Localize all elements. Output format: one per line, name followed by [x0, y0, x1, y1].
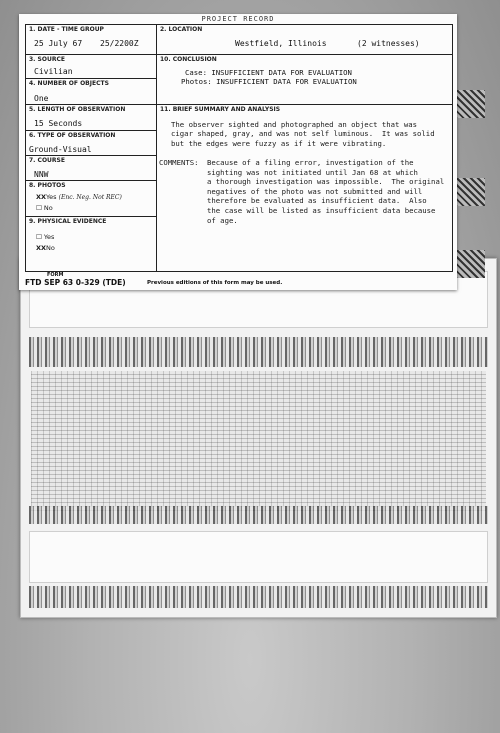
number-of-objects-label: 4. NUMBER OF OBJECTS [29, 80, 109, 87]
project-record-card [19, 14, 457, 290]
summary-cell [157, 105, 452, 271]
film-edge-strip [29, 337, 488, 367]
physical-evidence-no-checkbox [36, 244, 55, 252]
course-label: 7. COURSE [29, 157, 65, 164]
checkbox-empty-icon: ☐ [36, 233, 42, 241]
physical-evidence-cell [26, 217, 156, 271]
source-value: Civilian [34, 67, 73, 76]
physical-evidence-no-mark: XX [36, 244, 47, 252]
previous-editions-note: Previous editions of this form may be used. [147, 280, 283, 286]
form-id: FTD SEP 63 0-329 (TDE) [25, 278, 126, 287]
film-edge-strip [29, 586, 488, 608]
course-value: NNW [34, 170, 49, 179]
location-value: Westfield, Illinois [235, 39, 327, 48]
type-of-observation-label: 6. TYPE OF OBSERVATION [29, 132, 116, 139]
location-cell [157, 25, 452, 55]
summary-label: 11. BRIEF SUMMARY AND ANALYSIS [160, 106, 281, 113]
blank-panel-bottom [29, 531, 488, 583]
form-footer [25, 272, 451, 290]
type-of-observation-cell [26, 131, 156, 156]
photos-handwritten-note: (Enc. Neg. Not REC) [58, 194, 122, 201]
form-word: FORM [47, 272, 64, 278]
photos-no-checkbox [36, 204, 53, 212]
length-of-observation-cell [26, 105, 156, 131]
checkbox-empty-icon: ☐ [36, 204, 42, 212]
physical-evidence-yes-label: Yes [43, 233, 55, 241]
photos-label: 8. PHOTOS [29, 182, 66, 189]
card-header: PROJECT RECORD [201, 15, 275, 23]
photos-yes-checkbox [36, 193, 122, 201]
conclusion-case-line: Case: INSUFFICIENT DATA FOR EVALUATION [185, 68, 352, 77]
film-edge-fragment [455, 90, 485, 118]
time-value: 25/2200Z [100, 39, 139, 48]
conclusion-label: 10. CONCLUSION [160, 56, 217, 63]
conclusion-cell [157, 55, 452, 105]
left-column [26, 25, 157, 271]
date-time-group-cell [26, 25, 156, 55]
number-of-objects-value: One [34, 94, 49, 103]
length-of-observation-value: 15 Seconds [34, 119, 83, 128]
source-label: 3. SOURCE [29, 56, 65, 63]
film-edge-strip [29, 506, 488, 524]
date-value: 25 July 67 [34, 39, 83, 48]
photo-negative-strip-card [20, 258, 497, 618]
comments-text: Because of a filing error, investigation of the sighting was not initiated until Jan 68 at which a thorough investigation was impossible. The original negatives of the photo was not submitted and will therefore be evaluated as insufficient data. Also the case will be listed as insufficient data because of age. [207, 158, 445, 225]
film-edge-fragment [455, 250, 485, 278]
film-edge-fragment [455, 178, 485, 206]
type-of-observation-value: Ground-Visual [29, 145, 92, 154]
conclusion-photos-line: Photos: INSUFFICIENT DATA FOR EVALUATION [181, 77, 357, 86]
record-grid [25, 24, 453, 272]
right-column [157, 25, 452, 271]
source-cell [26, 55, 156, 79]
photos-no-label: No [43, 204, 53, 212]
length-of-observation-label: 5. LENGTH OF OBSERVATION [29, 106, 126, 113]
date-time-group-label: 1. DATE - TIME GROUP [29, 26, 104, 33]
physical-evidence-no-label: No [46, 244, 55, 252]
physical-evidence-label: 9. PHYSICAL EVIDENCE [29, 218, 107, 225]
course-cell [26, 156, 156, 181]
location-label: 2. LOCATION [160, 26, 203, 33]
summary-text: The observer sighted and photographed an object that was cigar shaped, gray, and was not self luminous. It was solid but the edges were fuzzy as if it were vibrating. [171, 120, 435, 148]
photos-yes-mark: XX [36, 193, 47, 201]
photos-cell [26, 181, 156, 217]
witnesses-value: (2 witnesses) [357, 39, 420, 48]
number-of-objects-cell [26, 79, 156, 105]
comments-label: COMMENTS: [159, 158, 199, 167]
physical-evidence-yes-checkbox [36, 233, 54, 241]
photos-yes-label: Yes [46, 193, 57, 201]
photo-negative-image [31, 371, 486, 511]
